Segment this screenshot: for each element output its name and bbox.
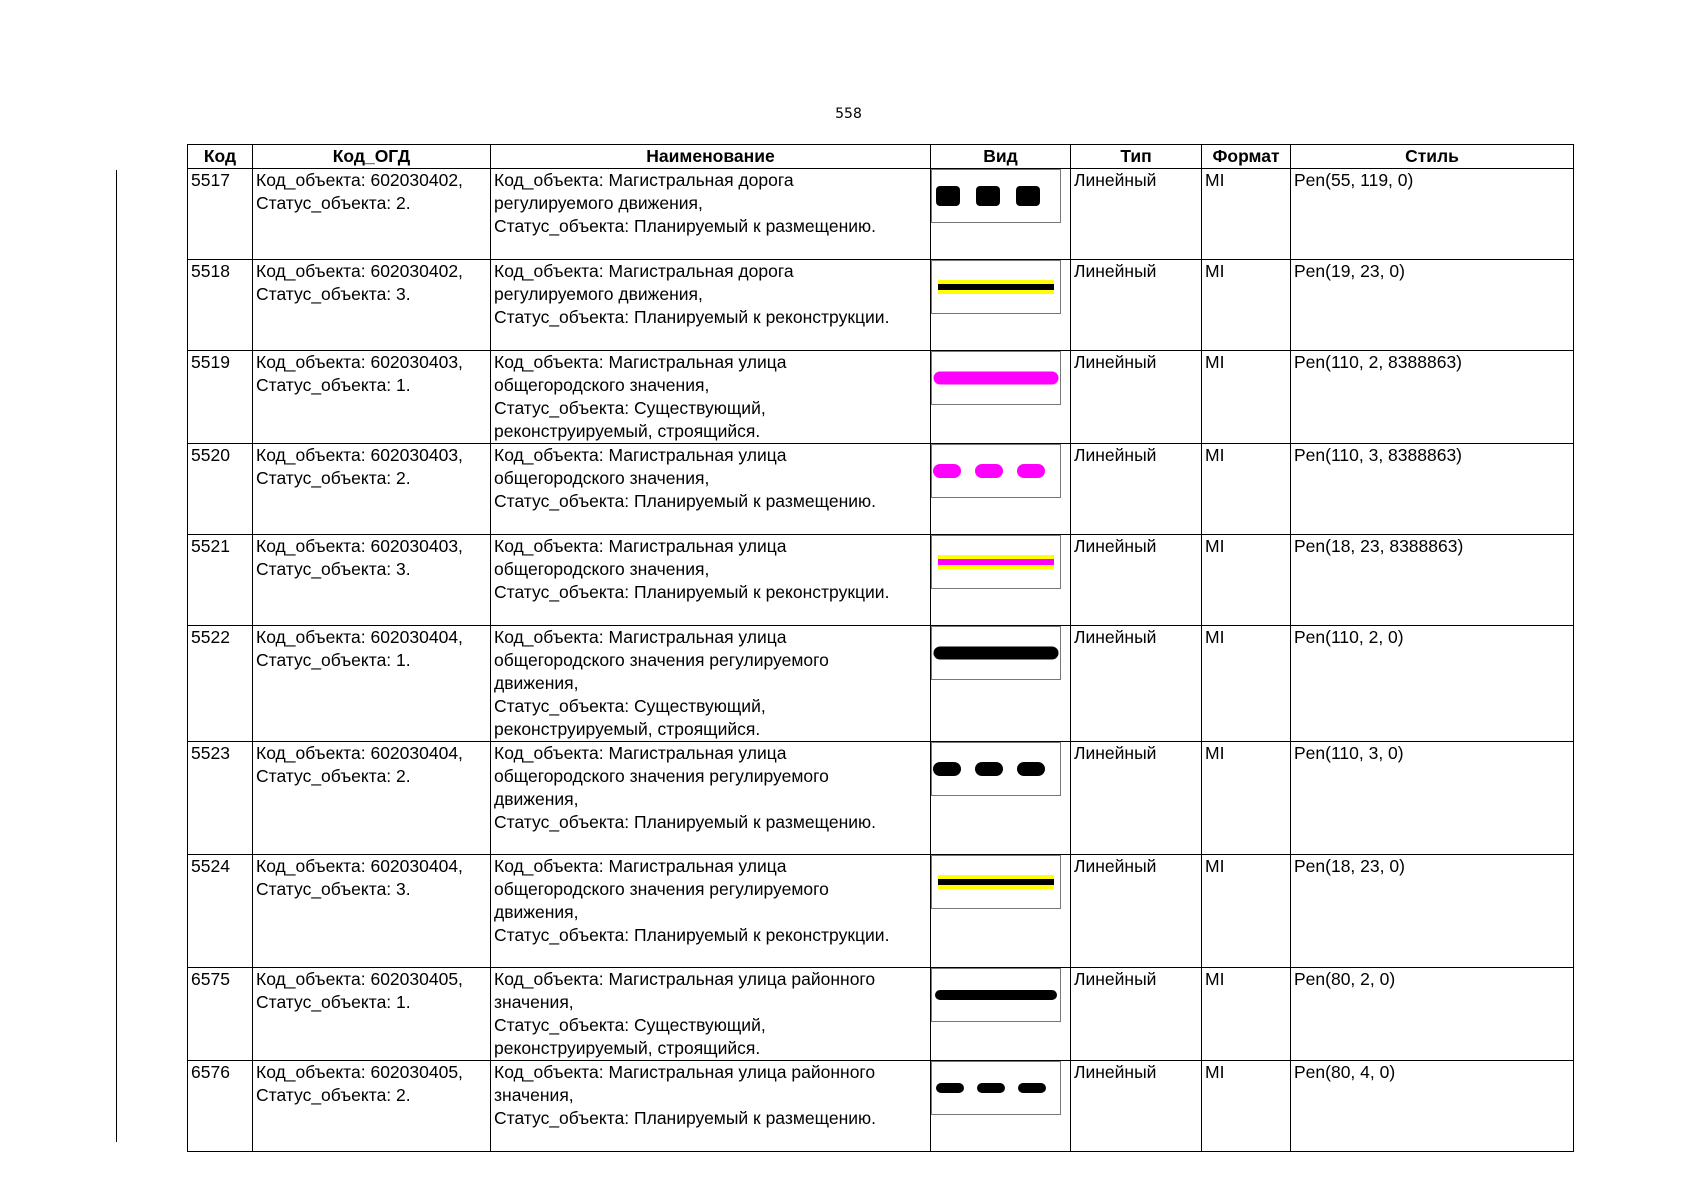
line-style-icon [932, 261, 1060, 313]
cell-ogd-line: Статус_объекта: 1. [256, 650, 411, 670]
page-number: 558 [835, 106, 862, 122]
cell-ogd-line: Статус_объекта: 3. [256, 879, 411, 899]
cell-view [931, 626, 1071, 742]
cell-code: 5519 [188, 351, 253, 444]
header-code: Код [188, 145, 253, 169]
cell-ogd-line: Статус_объекта: 2. [256, 766, 411, 786]
line-style-swatch [931, 444, 1061, 498]
cell-ogd-line: Код_объекта: 602030403, [256, 536, 463, 556]
cell-ogd [253, 444, 491, 535]
cell-name-line: Код_объекта: Магистральная улица [494, 743, 787, 763]
cell-ogd-line: Код_объекта: 602030404, [256, 743, 463, 763]
cell-style: Pen(110, 3, 8388863) [1291, 444, 1574, 535]
cell-format: MI [1202, 169, 1291, 260]
cell-name-line: Код_объекта: Магистральная улица [494, 627, 787, 647]
cell-ogd [253, 260, 491, 351]
cell-ogd [253, 351, 491, 444]
cell-format: MI [1202, 968, 1291, 1061]
cell-ogd-line: Код_объекта: 602030402, [256, 261, 463, 281]
cell-name-line: Код_объекта: Магистральная улица [494, 445, 787, 465]
cell-name-line: Статус_объекта: Планируемый к реконструкции. [494, 307, 890, 327]
swatch-dash-block [936, 186, 960, 206]
cell-format: MI [1202, 260, 1291, 351]
cell-name-line: движения, [494, 902, 579, 922]
cell-ogd-line: Код_объекта: 602030403, [256, 352, 463, 372]
table-row [188, 855, 1574, 968]
cell-ogd-line: Статус_объекта: 1. [256, 992, 411, 1012]
cell-style: Pen(18, 23, 8388863) [1291, 535, 1574, 626]
swatch-dash-block [976, 186, 1000, 206]
table-row [188, 1061, 1574, 1152]
cell-code: 5524 [188, 855, 253, 968]
table-row [188, 535, 1574, 626]
cell-style: Pen(80, 2, 0) [1291, 968, 1574, 1061]
cell-name-line: Код_объекта: Магистральная улица [494, 536, 787, 556]
line-style-icon [932, 856, 1060, 908]
cell-ogd-line: Статус_объекта: 1. [256, 375, 411, 395]
cell-ogd [253, 968, 491, 1061]
cell-name-line: реконструируемый, строящийся. [494, 1038, 761, 1058]
cell-type: Линейный [1071, 1061, 1202, 1152]
cell-name-line: движения, [494, 673, 579, 693]
cell-ogd-line: Статус_объекта: 3. [256, 284, 411, 304]
cell-name [491, 351, 931, 444]
cell-code: 5520 [188, 444, 253, 535]
header-row [188, 145, 1574, 169]
cell-ogd [253, 742, 491, 855]
table-row [188, 968, 1574, 1061]
cell-name-line: Код_объекта: Магистральная дорога [494, 170, 794, 190]
cell-name [491, 444, 931, 535]
header-style: Стиль [1291, 145, 1574, 169]
table-row [188, 444, 1574, 535]
cell-view [931, 444, 1071, 535]
cell-code: 5523 [188, 742, 253, 855]
line-style-swatch [931, 742, 1061, 796]
cell-format: MI [1202, 742, 1291, 855]
cell-style: Pen(110, 2, 0) [1291, 626, 1574, 742]
cell-ogd [253, 1061, 491, 1152]
cell-view [931, 169, 1071, 260]
cell-format: MI [1202, 351, 1291, 444]
cell-name-line: общегородского значения регулируемого [494, 879, 829, 899]
cell-name-line: Статус_объекта: Существующий, [494, 1015, 766, 1035]
header-name: Наименование [491, 145, 931, 169]
cell-ogd-line: Код_объекта: 602030405, [256, 1062, 463, 1082]
cell-name [491, 260, 931, 351]
cell-view [931, 742, 1071, 855]
cell-name-line: Код_объекта: Магистральная улица районного [494, 969, 876, 989]
cell-ogd-line: Статус_объекта: 3. [256, 559, 411, 579]
cell-name [491, 626, 931, 742]
table-row [188, 351, 1574, 444]
cell-code: 5517 [188, 169, 253, 260]
cell-name-line: движения, [494, 789, 579, 809]
line-style-swatch [931, 169, 1061, 223]
header-format: Формат [1202, 145, 1291, 169]
cell-name [491, 855, 931, 968]
cell-format: MI [1202, 1061, 1291, 1152]
cell-ogd-line: Статус_объекта: 2. [256, 193, 411, 213]
header-view: Вид [931, 145, 1071, 169]
cell-name-line: Статус_объекта: Планируемый к реконструкции. [494, 925, 890, 945]
line-style-swatch [931, 626, 1061, 680]
cell-ogd-line: Статус_объекта: 2. [256, 468, 411, 488]
cell-view [931, 535, 1071, 626]
header-ogd: Код_ОГД [253, 145, 491, 169]
cell-name [491, 742, 931, 855]
cell-ogd-line: Код_объекта: 602030402, [256, 170, 463, 190]
line-style-icon [932, 969, 1060, 1021]
cell-type: Линейный [1071, 169, 1202, 260]
line-style-icon [932, 352, 1060, 404]
legend-body [188, 169, 1574, 1152]
cell-format: MI [1202, 626, 1291, 742]
table-row [188, 169, 1574, 260]
cell-style: Pen(110, 2, 8388863) [1291, 351, 1574, 444]
cell-view [931, 260, 1071, 351]
line-style-swatch [931, 351, 1061, 405]
cell-name [491, 968, 931, 1061]
table-row [188, 626, 1574, 742]
cell-ogd [253, 169, 491, 260]
line-style-swatch [931, 535, 1061, 589]
cell-ogd-line: Код_объекта: 602030404, [256, 627, 463, 647]
cell-ogd [253, 535, 491, 626]
cell-type: Линейный [1071, 855, 1202, 968]
table-row [188, 260, 1574, 351]
cell-name-line: Статус_объекта: Планируемый к размещению. [494, 1108, 876, 1128]
cell-name-line: Код_объекта: Магистральная улица районного [494, 1062, 876, 1082]
cell-name-line: Статус_объекта: Существующий, [494, 398, 766, 418]
line-style-swatch [931, 855, 1061, 909]
cell-ogd-line: Код_объекта: 602030404, [256, 856, 463, 876]
cell-name-line: Статус_объекта: Планируемый к размещению. [494, 216, 876, 236]
cell-name [491, 1061, 931, 1152]
cell-ogd-line: Статус_объекта: 2. [256, 1085, 411, 1105]
cell-style: Pen(55, 119, 0) [1291, 169, 1574, 260]
cell-name-line: общегородского значения регулируемого [494, 650, 829, 670]
cell-ogd [253, 855, 491, 968]
line-style-icon [932, 743, 1060, 795]
cell-code: 6576 [188, 1061, 253, 1152]
margin-rule [116, 170, 117, 1142]
line-style-swatch [931, 1061, 1061, 1115]
cell-view [931, 351, 1071, 444]
cell-style: Pen(18, 23, 0) [1291, 855, 1574, 968]
cell-name-line: регулируемого движения, [494, 193, 703, 213]
cell-ogd-line: Код_объекта: 602030405, [256, 969, 463, 989]
cell-name [491, 535, 931, 626]
cell-name-line: Код_объекта: Магистральная дорога [494, 261, 794, 281]
cell-name-line: Статус_объекта: Существующий, [494, 696, 766, 716]
cell-view [931, 855, 1071, 968]
cell-type: Линейный [1071, 260, 1202, 351]
cell-name-line: общегородского значения, [494, 559, 710, 579]
line-style-icon [932, 536, 1060, 588]
cell-type: Линейный [1071, 444, 1202, 535]
cell-ogd-line: Код_объекта: 602030403, [256, 445, 463, 465]
table-row [188, 742, 1574, 855]
swatch-dash-block [1016, 186, 1040, 206]
cell-style: Pen(80, 4, 0) [1291, 1061, 1574, 1152]
cell-format: MI [1202, 535, 1291, 626]
line-style-icon [932, 445, 1060, 497]
cell-type: Линейный [1071, 351, 1202, 444]
cell-ogd [253, 626, 491, 742]
cell-type: Линейный [1071, 535, 1202, 626]
cell-name-line: общегородского значения, [494, 375, 710, 395]
cell-format: MI [1202, 444, 1291, 535]
cell-code: 5518 [188, 260, 253, 351]
cell-name-line: реконструируемый, строящийся. [494, 719, 761, 739]
cell-name-line: Код_объекта: Магистральная улица [494, 352, 787, 372]
cell-name-line: регулируемого движения, [494, 284, 703, 304]
cell-name-line: значения, [494, 1085, 574, 1105]
cell-view [931, 968, 1071, 1061]
cell-type: Линейный [1071, 968, 1202, 1061]
line-style-icon [932, 627, 1060, 679]
cell-style: Pen(110, 3, 0) [1291, 742, 1574, 855]
cell-name-line: Код_объекта: Магистральная улица [494, 856, 787, 876]
cell-name-line: значения, [494, 992, 574, 1012]
cell-name-line: общегородского значения регулируемого [494, 766, 829, 786]
line-style-swatch [931, 260, 1061, 314]
cell-name [491, 169, 931, 260]
header-type: Тип [1071, 145, 1202, 169]
cell-name-line: Статус_объекта: Планируемый к реконструкции. [494, 582, 890, 602]
cell-format: MI [1202, 855, 1291, 968]
cell-type: Линейный [1071, 742, 1202, 855]
cell-style: Pen(19, 23, 0) [1291, 260, 1574, 351]
cell-type: Линейный [1071, 626, 1202, 742]
line-style-icon [932, 170, 1060, 222]
cell-code: 5521 [188, 535, 253, 626]
line-style-icon [932, 1062, 1060, 1114]
line-style-swatch [931, 968, 1061, 1022]
cell-code: 5522 [188, 626, 253, 742]
cell-name-line: Статус_объекта: Планируемый к размещению. [494, 491, 876, 511]
legend-table [187, 144, 1574, 1152]
cell-code: 6575 [188, 968, 253, 1061]
cell-name-line: Статус_объекта: Планируемый к размещению. [494, 812, 876, 832]
cell-name-line: реконструируемый, строящийся. [494, 421, 761, 441]
cell-view [931, 1061, 1071, 1152]
cell-name-line: общегородского значения, [494, 468, 710, 488]
